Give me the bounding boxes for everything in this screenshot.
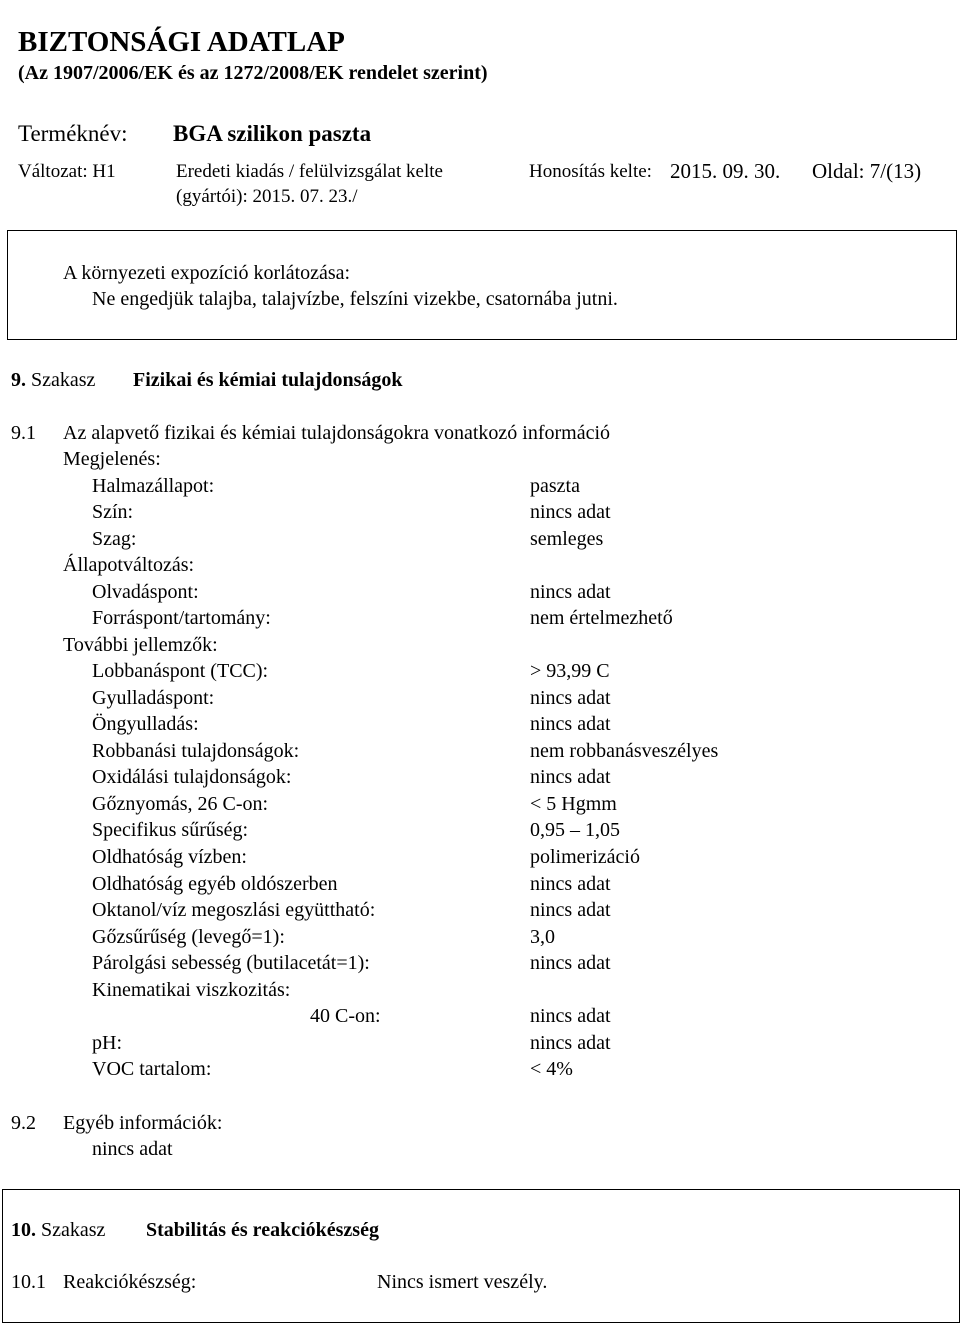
property-label: Oldhatóság vízben:: [92, 846, 247, 868]
property-value: polimerizáció: [530, 846, 640, 868]
localization-label: Honosítás kelte:: [529, 161, 652, 182]
property-label: Gőznyomás, 26 C-on:: [92, 793, 269, 815]
document-subtitle: (Az 1907/2006/EK és az 1272/2008/EK rendelet szerint): [18, 62, 488, 84]
property-label: Specifikus sűrűség:: [92, 819, 249, 841]
section9-1-title: Az alapvető fizikai és kémiai tulajdonságokra vonatkozó információ: [63, 422, 611, 444]
exposure-heading: A környezeti expozíció korlátozása:: [63, 262, 351, 284]
section10-title: Stabilitás és reakciókészség: [146, 1219, 379, 1241]
section10-1-title: Reakciókészség:: [63, 1271, 197, 1293]
section9-title: Fizikai és kémiai tulajdonságok: [133, 369, 403, 391]
state-change-heading: Állapotváltozás:: [63, 554, 195, 576]
property-label: 40 C-on:: [310, 1005, 381, 1027]
property-label: Szag:: [92, 528, 137, 550]
property-value: 3,0: [530, 926, 555, 948]
property-label: Párolgási sebesség (butilacetát=1):: [92, 952, 370, 974]
property-label: Gyulladáspont:: [92, 687, 215, 709]
property-value: < 4%: [530, 1058, 573, 1080]
property-label: Szín:: [92, 501, 134, 523]
appearance-heading: Megjelenés:: [63, 448, 161, 470]
property-label: VOC tartalom:: [92, 1058, 212, 1080]
original-release-line2: (gyártói): 2015. 07. 23./: [176, 186, 358, 207]
property-value: nincs adat: [530, 1005, 611, 1027]
property-value: nincs adat: [530, 1032, 611, 1054]
property-label: Öngyulladás:: [92, 713, 199, 735]
property-value: paszta: [530, 475, 580, 497]
page-number: Oldal: 7/(13): [812, 159, 922, 183]
property-value: < 5 Hgmm: [530, 793, 617, 815]
section9-2-title: Egyéb információk:: [63, 1112, 223, 1134]
property-label: Gőzsűrűség (levegő=1):: [92, 926, 285, 948]
property-label: Olvadáspont:: [92, 581, 199, 603]
property-label: Lobbanáspont (TCC):: [92, 660, 269, 682]
property-label: Halmazállapot:: [92, 475, 215, 497]
section10-number: 10.: [11, 1219, 36, 1241]
property-label: Kinematikai viszkozitás:: [92, 979, 291, 1001]
version: Változat: H1: [18, 161, 116, 182]
section10-box: [2, 1189, 960, 1323]
property-value: nincs adat: [530, 899, 611, 921]
property-value: nincs adat: [530, 501, 611, 523]
property-value: nincs adat: [530, 713, 611, 735]
property-value: nincs adat: [530, 766, 611, 788]
section9-2-number: 9.2: [11, 1112, 36, 1134]
localization-date: 2015. 09. 30.: [670, 159, 781, 183]
section9-label: Szakasz: [31, 369, 96, 391]
property-value: nincs adat: [530, 873, 611, 895]
property-label: Oldhatóság egyéb oldószerben: [92, 873, 338, 895]
section9-number: 9.: [11, 369, 26, 391]
property-value: 0,95 – 1,05: [530, 819, 620, 841]
property-label: pH:: [92, 1032, 122, 1054]
section9-heading: [11, 369, 95, 392]
exposure-box: [7, 230, 957, 340]
property-value: nincs adat: [530, 581, 611, 603]
original-release-line1: Eredeti kiadás / felülvizsgálat kelte: [176, 161, 443, 182]
section10-1-value: Nincs ismert veszély.: [377, 1271, 548, 1293]
property-value: nem értelmezhető: [530, 607, 673, 629]
other-properties-heading: További jellemzők:: [63, 634, 218, 656]
document-title: BIZTONSÁGI ADATLAP: [18, 26, 345, 58]
property-label: Oktanol/víz megoszlási együttható:: [92, 899, 376, 921]
section10-label: Szakasz: [41, 1219, 106, 1241]
exposure-text: Ne engedjük talajba, talajvízbe, felszíni vizekbe, csatornába jutni.: [92, 288, 618, 310]
property-label: Robbanási tulajdonságok:: [92, 740, 300, 762]
section9-2-value: nincs adat: [92, 1138, 173, 1160]
property-value: nincs adat: [530, 687, 611, 709]
property-value: semleges: [530, 528, 604, 550]
section9-1-number: 9.1: [11, 422, 36, 444]
property-value: > 93,99 C: [530, 660, 610, 682]
section10-heading: [11, 1219, 105, 1242]
property-label: Forráspont/tartomány:: [92, 607, 271, 629]
property-value: nem robbanásveszélyes: [530, 740, 719, 762]
product-name: BGA szilikon paszta: [173, 121, 372, 146]
property-value: nincs adat: [530, 952, 611, 974]
section10-1-number: 10.1: [11, 1271, 46, 1293]
property-label: Oxidálási tulajdonságok:: [92, 766, 292, 788]
product-name-label: Terméknév:: [18, 121, 128, 146]
